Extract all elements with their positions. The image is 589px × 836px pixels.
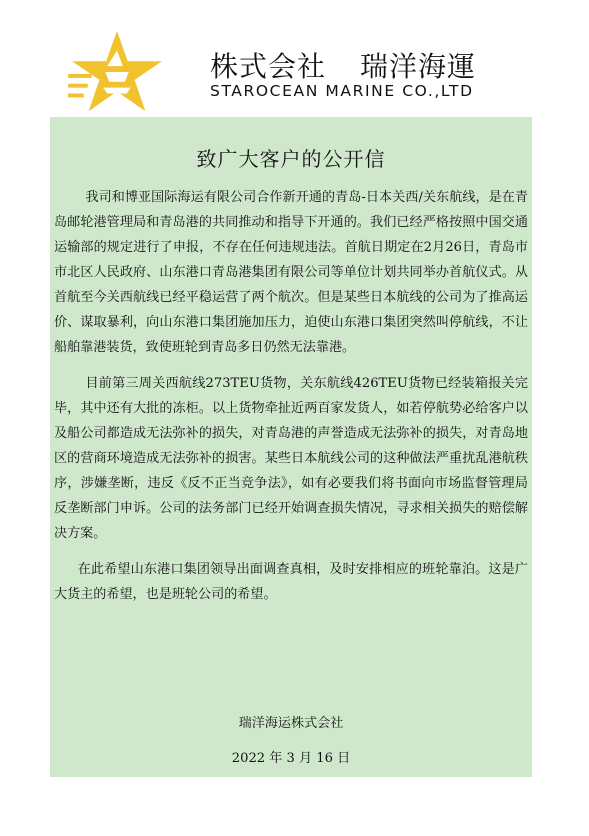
letter-paragraph-1: 我司和博亚国际海运有限公司合作新开通的青岛-日本关西/关东航线，是在青岛邮轮港管理局和青岛港的共同推动和指导下开通的。我们已经严格按照中国交通运输部的规定进行了申报，不存在任何违规违法。首航日期定在2月26日，青岛市市北区人民政府、山东港口青岛港集团有限公司等单位计划共同举办首航仪式。从首航至今关西航线已经平稳运营了两个航次。但是某些日本航线的公司为了推高运价、谋取暴利，向山东港口集团施加压力，迫使山东港口集团突然叫停航线，不让船舶靠港装货，致使班轮到青岛多日仍然无法靠港。: [54, 190, 528, 355]
letter-paragraph-3: 在此希望山东港口集团领导出面调查真相，及时安排相应的班轮靠泊。这是广大货主的希望，也是班轮公司的希望。: [54, 562, 528, 602]
letter-title: 致广大客户的公开信: [196, 147, 386, 171]
company-name-en: STAROCEAN MARINE CO.,LTD: [210, 82, 474, 100]
letter-content: [54, 185, 528, 618]
letter-signature: 瑞洋海运株式会社: [238, 716, 344, 731]
letter-date: 2022 年 3 月 16 日: [231, 751, 351, 766]
letterhead: [50, 25, 532, 117]
letter-page: [50, 25, 532, 777]
letter-paragraph-2: 目前第三周关西航线273TEU货物，关东航线426TEU货物已经装箱报关完毕，其中还有大批的冻柜。以上货物牵扯近两百家发货人，如若停航势必给客户以及船公司都造成无法弥补的损失，对青岛港的声誉造成无法弥补的损失，对青岛地区的营商环境造成无法弥补的损害。某些日本航线公司的这种做法严重扰乱港航秩序，涉嫌垄断，违反《反不正当竞争法》，如有必要我们将书面向市场监督管理局反垄断部门申诉。公司的法务部门已经开始调查损失情况，寻求相关损失的赔偿解决方案。: [54, 376, 528, 541]
company-name-cn-part2: 瑞洋海運: [360, 50, 477, 83]
company-name-cn: [210, 45, 476, 85]
gold-star-logo-icon: [68, 29, 166, 115]
company-name-cn-part1: 株式会社: [210, 50, 327, 83]
